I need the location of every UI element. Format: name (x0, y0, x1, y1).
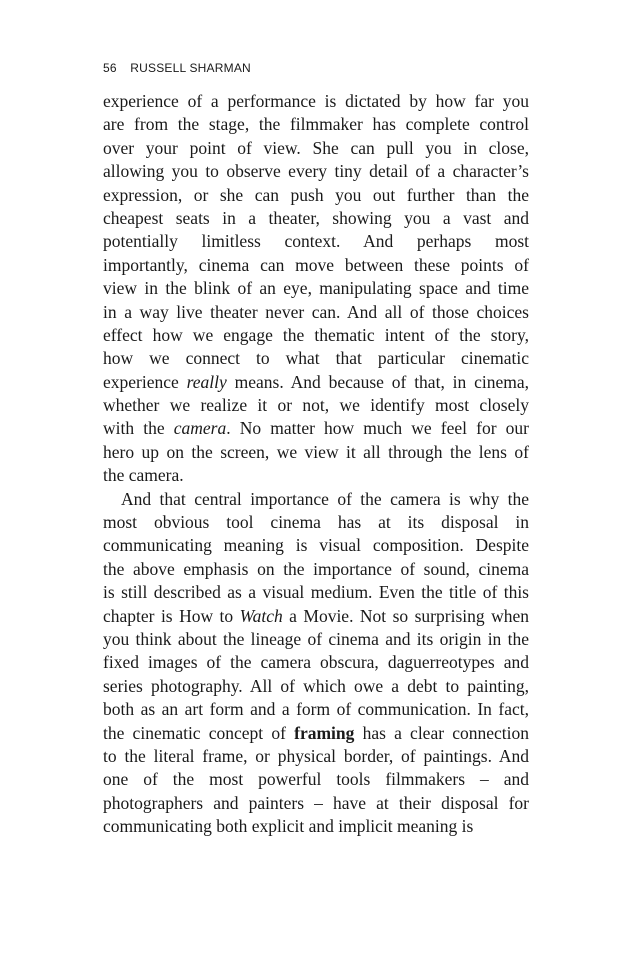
text-run: both as an art form and a form of communication. In fact, (103, 699, 529, 720)
text-line (103, 137, 529, 160)
text-run: communicating meaning is visual composition. Despite (103, 535, 529, 556)
text-run: one of the most powerful tools filmmakers – and (103, 769, 529, 790)
text-line (103, 698, 529, 721)
running-head-author: RUSSELL SHARMAN (130, 61, 251, 75)
text-line (103, 371, 529, 394)
paragraph (103, 90, 529, 488)
text-run: with the (103, 418, 174, 439)
text-line (103, 558, 529, 581)
text-line (103, 534, 529, 557)
text-line (103, 675, 529, 698)
text-line (103, 581, 529, 604)
text-run: has a clear connection (354, 722, 529, 743)
text-run: And that central importance of the camera is why the (121, 488, 529, 509)
text-run: you think about the lineage of cinema and its origin in the (103, 628, 529, 649)
text-run: photographers and painters – have at their disposal for (103, 792, 529, 813)
text-run: over your point of view. She can pull you in close, (103, 137, 529, 158)
text-run: . No matter how much we feel for our (226, 418, 529, 439)
text-line (103, 277, 529, 300)
text-run: the camera. (103, 465, 184, 486)
bold-text: framing (294, 722, 355, 743)
text-run: is still described as a visual medium. Even the title of this (103, 582, 529, 603)
text-line (103, 815, 529, 838)
text-run: allowing you to observe every tiny detail of a character’s (103, 161, 529, 182)
text-line (103, 394, 529, 417)
text-run: cheapest seats in a theater, showing you a vast and (103, 207, 529, 228)
text-run: the above emphasis on the importance of sound, cinema (103, 558, 529, 579)
text-line (103, 745, 529, 768)
text-line (103, 628, 529, 651)
text-line (103, 301, 529, 324)
text-line (103, 441, 529, 464)
text-line (103, 792, 529, 815)
running-head (103, 61, 251, 75)
text-run: the cinematic concept of (103, 722, 295, 743)
text-line (103, 605, 529, 628)
text-run: experience (103, 371, 187, 392)
text-line (103, 324, 529, 347)
text-line (103, 113, 529, 136)
text-line (103, 417, 529, 440)
text-run: importantly, cinema can move between these points of (103, 254, 529, 275)
text-line (103, 230, 529, 253)
text-run: hero up on the screen, we view it all through the lens of (103, 441, 529, 462)
text-run: chapter is How to (103, 605, 240, 626)
text-line (103, 207, 529, 230)
text-run: potentially limitless context. And perhaps most (103, 231, 529, 252)
text-run: view in the blink of an eye, manipulating space and time (103, 278, 529, 299)
page-number: 56 (103, 61, 117, 75)
paragraph (103, 488, 529, 839)
text-line (103, 160, 529, 183)
italic-text: camera (173, 418, 227, 439)
text-line (103, 184, 529, 207)
italic-text: Watch (239, 605, 283, 626)
text-line (103, 722, 529, 745)
text-line (103, 488, 529, 511)
text-run: means. And because of that, in cinema, (226, 371, 530, 392)
text-run: most obvious tool cinema has at its disposal in (103, 512, 529, 533)
text-run: fixed images of the camera obscura, daguerreotypes and (103, 652, 529, 673)
text-run: experience of a performance is dictated by how far you (103, 91, 529, 111)
body-text (103, 90, 529, 839)
text-run: how we connect to what that particular cinematic (103, 348, 529, 369)
text-line (103, 464, 529, 487)
text-run: are from the stage, the filmmaker has complete control (103, 114, 529, 135)
text-run: to the literal frame, or physical border, of paintings. And (103, 745, 529, 766)
text-run: series photography. All of which owe a debt to painting, (103, 675, 529, 696)
text-run: in a way live theater never can. And all of those choices (103, 301, 529, 322)
text-line (103, 347, 529, 370)
text-run: effect how we engage the thematic intent of the story, (103, 324, 529, 345)
text-run: whether we realize it or not, we identify most closely (103, 395, 529, 416)
text-line (103, 90, 529, 113)
italic-text: really (186, 371, 227, 392)
text-run: communicating both explicit and implicit meaning is (103, 816, 474, 837)
text-line (103, 254, 529, 277)
text-line (103, 511, 529, 534)
text-line (103, 768, 529, 791)
text-run: a Movie. Not so surprising when (282, 605, 529, 626)
text-line (103, 651, 529, 674)
text-run: expression, or she can push you out further than the (103, 184, 529, 205)
